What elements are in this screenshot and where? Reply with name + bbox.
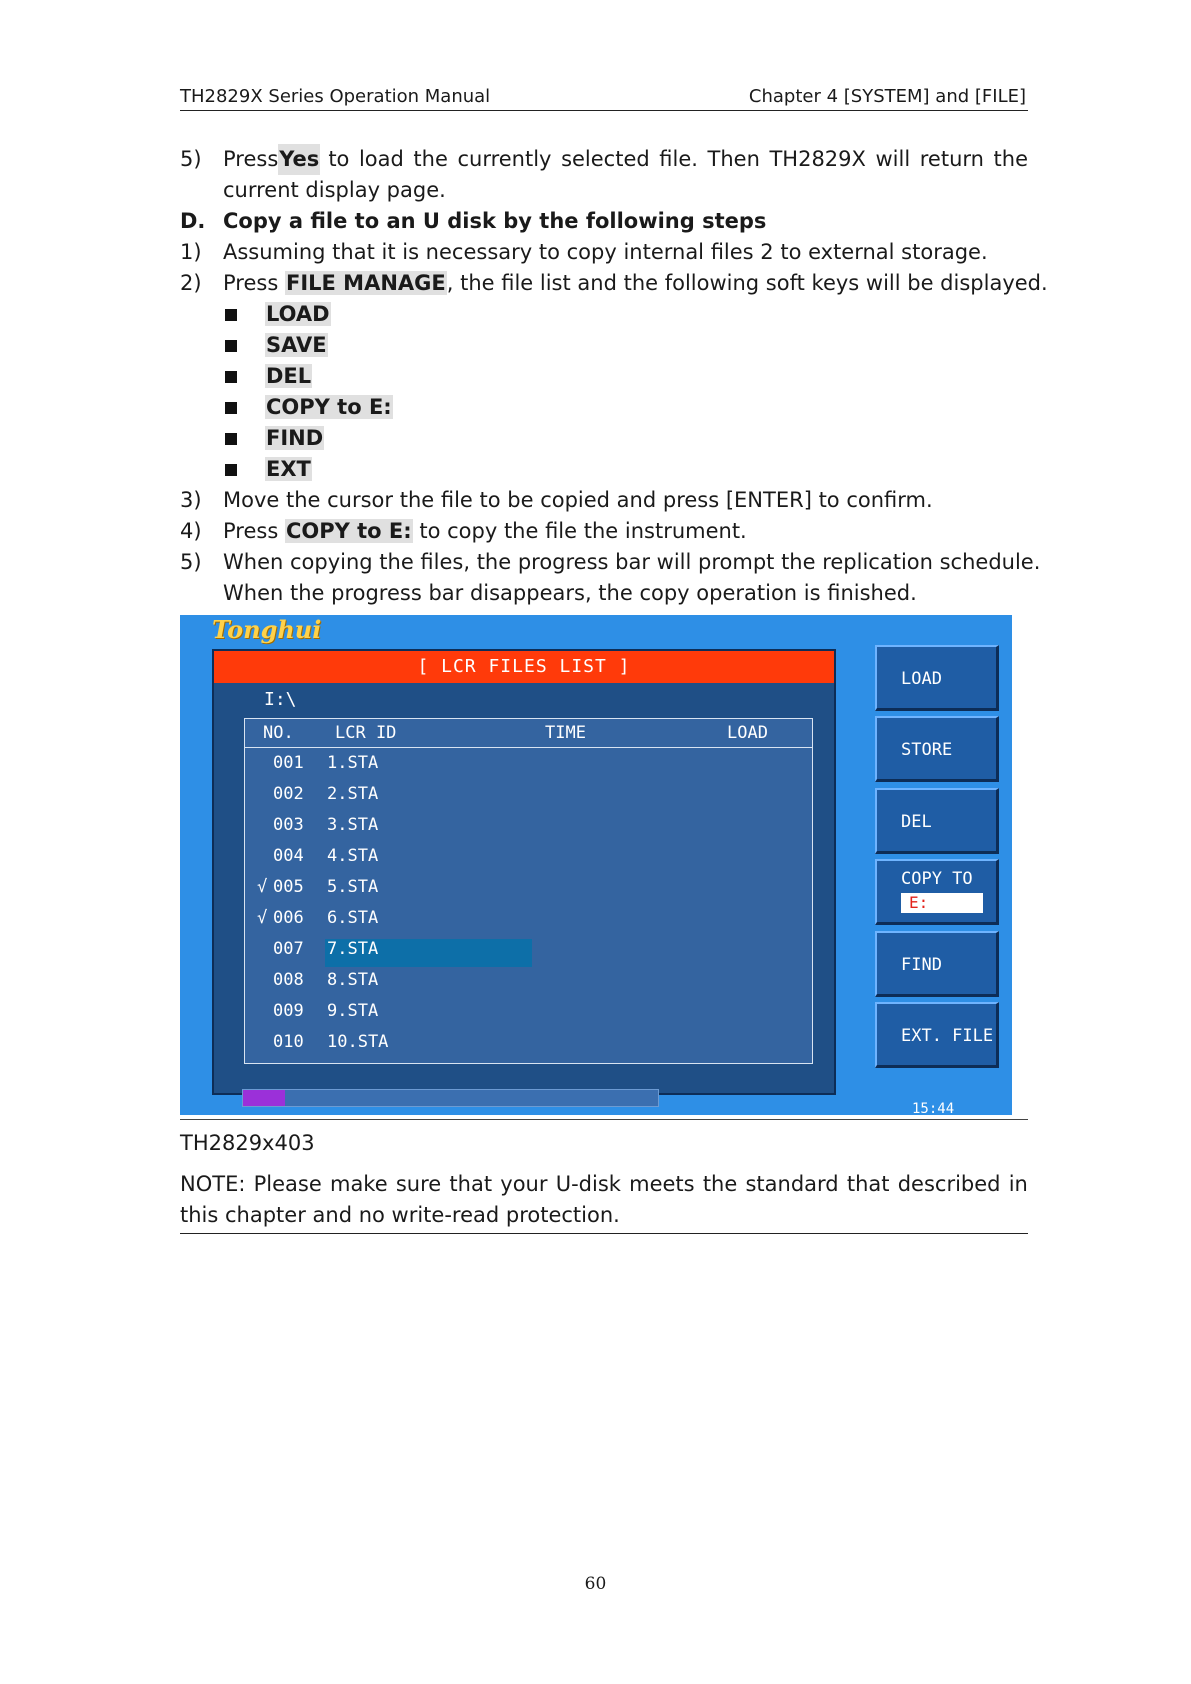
square-bullet-icon [225, 402, 237, 414]
file-number: 004 [273, 846, 304, 866]
square-bullet-icon [225, 464, 237, 476]
file-row[interactable] [245, 935, 812, 966]
note-word: that [449, 1172, 493, 1196]
file-number: 010 [273, 1032, 304, 1052]
file-row[interactable] [245, 873, 812, 904]
file-row[interactable] [245, 811, 812, 842]
note-word: the [702, 1172, 738, 1196]
tonghui-logo: Tonghui [212, 615, 322, 644]
file-row[interactable] [245, 904, 812, 935]
yes-key: Yes [278, 144, 320, 175]
file-number: 009 [273, 1001, 304, 1021]
store-softkey[interactable]: STORE [875, 716, 999, 782]
current-path: I:\ [264, 689, 297, 710]
note-line-1 [180, 1169, 1028, 1200]
file-list-panel [212, 649, 836, 1095]
file-id: 6.STA [327, 908, 379, 928]
note-line-2: this chapter and no write-read protection. [180, 1203, 620, 1227]
col-time: TIME [545, 723, 586, 743]
file-number: 002 [273, 784, 304, 804]
file-row[interactable] [245, 997, 812, 1028]
check-mark-icon: √ [257, 908, 268, 928]
file-number: 008 [273, 970, 304, 990]
note-word: standard [745, 1172, 839, 1196]
file-id: 7.STA [325, 939, 532, 967]
copy-to-e-key: COPY to E: [285, 519, 412, 543]
file-row[interactable] [245, 966, 812, 997]
copy-to-softkey[interactable]: COPY TO E: [875, 859, 999, 925]
file-row[interactable] [245, 842, 812, 873]
file-id: 8.STA [327, 970, 379, 990]
manual-title: TH2829X Series Operation Manual [180, 86, 491, 107]
note-word: your [500, 1172, 548, 1196]
file-list [244, 718, 813, 1064]
square-bullet-icon [225, 433, 237, 445]
instrument-screen [180, 615, 1012, 1115]
col-lcr-id: LCR ID [335, 723, 397, 743]
file-number: 001 [273, 753, 304, 773]
section-d-title: Copy a file to an U disk by the following steps [223, 209, 767, 233]
note-word: U-disk [555, 1172, 621, 1196]
load-softkey[interactable]: LOAD [875, 645, 999, 711]
note-word: in [1008, 1172, 1028, 1196]
find-softkey[interactable]: FIND [875, 931, 999, 997]
copy-progress-bar [242, 1089, 659, 1107]
file-list-header [245, 719, 812, 748]
file-id: 10.STA [327, 1032, 389, 1052]
file-row[interactable] [245, 1028, 812, 1059]
step-text: Press Yes to load the currently selected file. Then TH2829X will return the [223, 144, 1028, 175]
page-header [180, 84, 1028, 111]
file-id: 4.STA [327, 846, 379, 866]
file-id: 1.STA [327, 753, 379, 773]
square-bullet-icon [225, 340, 237, 352]
note-word: make [329, 1172, 388, 1196]
step-number: 5) [180, 147, 202, 171]
figure-caption: TH2829x403 [180, 1131, 315, 1155]
check-mark-icon: √ [257, 877, 268, 897]
file-id: 5.STA [327, 877, 379, 897]
file-row[interactable] [245, 749, 812, 780]
clock: 15:44 [912, 1101, 955, 1115]
file-list-title: [ LCR FILES LIST ] [214, 651, 834, 683]
note-word: Please [253, 1172, 322, 1196]
note-word: meets [629, 1172, 695, 1196]
file-id: 3.STA [327, 815, 379, 835]
file-manage-key: FILE MANAGE [285, 271, 446, 295]
page-number: 60 [584, 1574, 607, 1594]
note-word: described [897, 1172, 1001, 1196]
file-number: 007 [273, 939, 304, 959]
ext-file-softkey[interactable]: EXT. FILE [875, 1002, 999, 1068]
square-bullet-icon [225, 371, 237, 383]
file-id: 2.STA [327, 784, 379, 804]
col-load: LOAD [727, 723, 768, 743]
note-word: NOTE: [180, 1172, 246, 1196]
softkey-column [865, 615, 1012, 1115]
chapter-title: Chapter 4 [SYSTEM] and [FILE] [748, 86, 1026, 107]
copy-progress-fill [243, 1090, 285, 1106]
note-word: that [846, 1172, 890, 1196]
file-row[interactable] [245, 780, 812, 811]
caption-divider [180, 1119, 1028, 1120]
square-bullet-icon [225, 309, 237, 321]
file-number: 005 [273, 877, 304, 897]
del-softkey[interactable]: DEL [875, 788, 999, 854]
col-no: NO. [263, 723, 294, 743]
note-word: sure [395, 1172, 442, 1196]
copy-target-field: E: [901, 893, 983, 913]
note-divider [180, 1233, 1028, 1234]
file-number: 003 [273, 815, 304, 835]
file-id: 9.STA [327, 1001, 379, 1021]
file-number: 006 [273, 908, 304, 928]
